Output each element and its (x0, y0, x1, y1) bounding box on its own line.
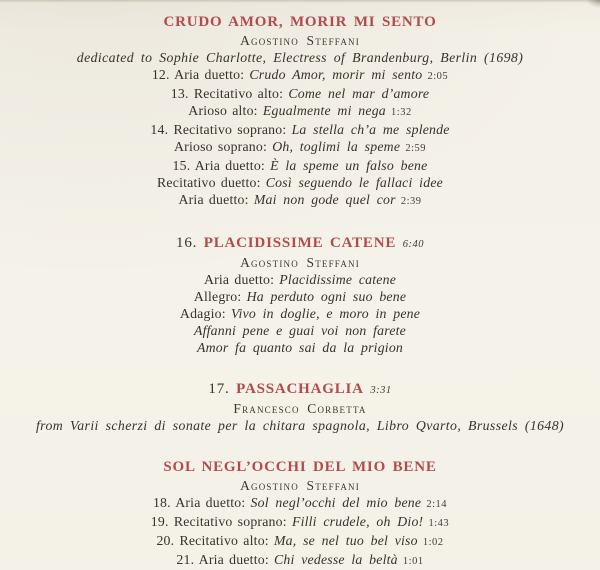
track-title: La stella ch’a me splende (291, 122, 450, 137)
track-number: 20. (156, 533, 175, 548)
track-line (0, 85, 600, 102)
track-section (0, 458, 600, 570)
section-header (0, 234, 600, 254)
track-title: Crudo Amor, morir mi sento (249, 67, 423, 82)
track-title: Egualmente mi nega (262, 103, 386, 118)
track-number: 13. (170, 86, 189, 101)
track-list (0, 13, 600, 570)
track-title: Mai non gode quel cor (253, 192, 396, 207)
section-title: PASSACHAGLIA (236, 381, 364, 397)
track-title: Oh, toglimi la speme (272, 139, 401, 154)
track-line (0, 121, 600, 138)
track-time: 2:39 (400, 196, 422, 207)
track-line (0, 191, 600, 210)
track-line (0, 271, 600, 288)
track-label: Arioso soprano: (174, 139, 268, 154)
track-label: Aria duetto: (174, 67, 245, 82)
track-label: Aria duetto: (175, 495, 246, 510)
track-line (0, 102, 600, 121)
track-title: Ma, se nel tuo bel viso (273, 533, 418, 548)
track-label: Recitativo soprano: (173, 122, 287, 137)
track-line (0, 305, 600, 322)
track-label: Recitativo soprano: (173, 514, 287, 529)
track-line (0, 532, 600, 551)
section-title: SOL NEGL’OCCHI DEL MIO BENE (163, 459, 437, 475)
section-note: from Varii scherzi di sonate per la chitara spagnola, Libro Qvarto, Brussels (1648) (35, 418, 565, 433)
track-line (0, 157, 600, 174)
section-time: 6:40 (402, 239, 424, 250)
track-title: Amor fa quanto sai da la prigion (196, 340, 404, 355)
track-time: 2:14 (426, 499, 448, 510)
track-time: 1:02 (422, 537, 444, 548)
track-title: Placidissime catene (279, 272, 397, 287)
section-header (0, 458, 600, 477)
track-label: Aria duetto: (178, 192, 249, 207)
track-line (0, 138, 600, 157)
track-title: Chi vedesse la beltà (274, 552, 398, 567)
track-label: Arioso alto: (188, 103, 258, 118)
track-line (0, 339, 600, 356)
track-line (0, 494, 600, 513)
track-title: Ha perduto ogni suo bene (246, 289, 407, 304)
track-title: Sol negl’occhi del mio bene (250, 495, 422, 510)
track-line (0, 322, 600, 339)
track-line (0, 513, 600, 532)
composer-name: Francesco Corbetta (233, 401, 367, 416)
track-label: Adagio: (179, 306, 226, 321)
composer-name: Agostino Steffani (240, 33, 360, 48)
section-note: dedicated to Sophie Charlotte, Electress of Brandenburg, Berlin (1698) (76, 50, 524, 65)
page-corner-shadow (586, 0, 600, 8)
track-title: È la speme un falso bene (270, 158, 428, 173)
track-line (0, 174, 600, 191)
track-label: Aria duetto: (198, 552, 269, 567)
track-time: 1:01 (402, 556, 424, 567)
track-line (0, 66, 600, 85)
track-time: 1:32 (391, 107, 412, 118)
track-label: Recitativo alto: (193, 86, 284, 101)
page-top-edge-shadow (0, 0, 600, 3)
composer-name: Agostino Steffani (240, 478, 360, 493)
track-line (0, 551, 600, 570)
track-number: 18. (152, 495, 171, 510)
track-title: Vivo in doglie, e moro in pene (230, 306, 421, 321)
track-title: Come nel mar d’amore (288, 86, 430, 101)
section-header (0, 13, 600, 32)
track-number: 19. (150, 514, 169, 529)
track-number: 12. (151, 67, 170, 82)
track-section (0, 13, 600, 210)
section-title: CRUDO AMOR, MORIR MI SENTO (163, 14, 437, 30)
section-number: 17. (208, 381, 230, 397)
track-number: 21. (176, 552, 195, 567)
section-time: 3:31 (370, 385, 392, 396)
track-label: Allegro: (193, 289, 242, 304)
track-time: 2:59 (405, 143, 426, 154)
track-number: 14. (150, 122, 169, 137)
track-section (0, 234, 600, 356)
track-label: Recitativo duetto: (157, 175, 261, 190)
track-label: Aria duetto: (194, 158, 265, 173)
track-title: Affanni pene e guai voi non farete (193, 323, 407, 338)
track-title: Così seguendo le fallaci idee (265, 175, 443, 190)
track-time: 2:05 (427, 71, 449, 82)
track-title: Filli crudele, oh Dio! (291, 514, 424, 529)
section-header (0, 380, 600, 400)
track-label: Aria duetto: (203, 272, 275, 287)
track-line (0, 288, 600, 305)
track-label: Recitativo alto: (179, 533, 269, 548)
track-section (0, 380, 600, 434)
section-title: PLACIDISSIME CATENE (203, 235, 397, 251)
composer-name: Agostino Steffani (240, 255, 360, 270)
section-number: 16. (176, 235, 198, 251)
track-number: 15. (172, 158, 191, 173)
track-time: 1:43 (428, 518, 450, 529)
